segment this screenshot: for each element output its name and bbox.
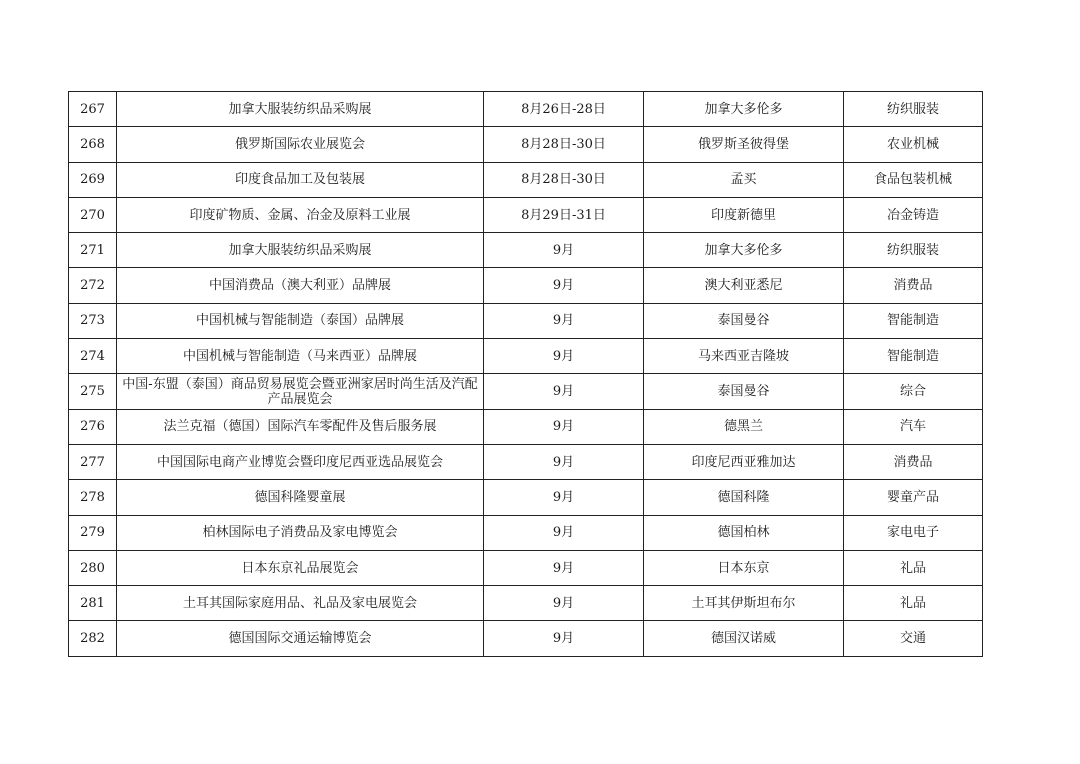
exhibition-date: 8月28日-30日 bbox=[484, 162, 644, 197]
exhibition-city: 马来西亚吉隆坡 bbox=[644, 339, 844, 374]
exhibition-name: 印度矿物质、金属、冶金及原料工业展 bbox=[117, 197, 484, 232]
exhibition-city: 俄罗斯圣彼得堡 bbox=[644, 127, 844, 162]
exhibition-name: 德国科隆婴童展 bbox=[117, 480, 484, 515]
exhibition-city: 德国柏林 bbox=[644, 515, 844, 550]
exhibition-date: 8月26日-28日 bbox=[484, 92, 644, 127]
row-number: 279 bbox=[69, 515, 117, 550]
exhibition-category: 交通 bbox=[844, 621, 983, 656]
exhibition-city: 加拿大多伦多 bbox=[644, 233, 844, 268]
exhibition-name: 中国机械与智能制造（泰国）品牌展 bbox=[117, 303, 484, 338]
exhibition-name: 土耳其国际家庭用品、礼品及家电展览会 bbox=[117, 586, 484, 621]
row-number: 269 bbox=[69, 162, 117, 197]
row-number: 274 bbox=[69, 339, 117, 374]
row-number: 273 bbox=[69, 303, 117, 338]
exhibition-name: 柏林国际电子消费品及家电博览会 bbox=[117, 515, 484, 550]
table-row bbox=[69, 444, 983, 479]
exhibition-city: 德国汉诺威 bbox=[644, 621, 844, 656]
table-row bbox=[69, 303, 983, 338]
table-row bbox=[69, 586, 983, 621]
table-row bbox=[69, 268, 983, 303]
table-row bbox=[69, 233, 983, 268]
row-number: 268 bbox=[69, 127, 117, 162]
exhibition-category: 汽车 bbox=[844, 409, 983, 444]
exhibition-category: 冶金铸造 bbox=[844, 197, 983, 232]
exhibition-date: 9月 bbox=[484, 621, 644, 656]
exhibition-city: 印度尼西亚雅加达 bbox=[644, 444, 844, 479]
exhibition-name: 德国国际交通运输博览会 bbox=[117, 621, 484, 656]
exhibition-name: 印度食品加工及包装展 bbox=[117, 162, 484, 197]
exhibition-category: 纺织服装 bbox=[844, 92, 983, 127]
row-number: 280 bbox=[69, 550, 117, 585]
exhibition-category: 智能制造 bbox=[844, 339, 983, 374]
table-row bbox=[69, 409, 983, 444]
exhibition-date: 9月 bbox=[484, 268, 644, 303]
exhibition-name: 加拿大服装纺织品采购展 bbox=[117, 92, 484, 127]
exhibition-category: 礼品 bbox=[844, 586, 983, 621]
exhibition-category: 智能制造 bbox=[844, 303, 983, 338]
row-number: 277 bbox=[69, 444, 117, 479]
table-body bbox=[69, 92, 983, 657]
exhibition-table bbox=[68, 91, 983, 657]
exhibition-date: 9月 bbox=[484, 303, 644, 338]
table-row bbox=[69, 515, 983, 550]
exhibition-name: 中国-东盟（泰国）商品贸易展览会暨亚洲家居时尚生活及汽配产品展览会 bbox=[117, 374, 484, 409]
exhibition-city: 泰国曼谷 bbox=[644, 303, 844, 338]
exhibition-category: 农业机械 bbox=[844, 127, 983, 162]
table-row bbox=[69, 162, 983, 197]
exhibition-date: 9月 bbox=[484, 233, 644, 268]
exhibition-date: 8月28日-30日 bbox=[484, 127, 644, 162]
exhibition-category: 家电电子 bbox=[844, 515, 983, 550]
row-number: 272 bbox=[69, 268, 117, 303]
exhibition-name: 中国机械与智能制造（马来西亚）品牌展 bbox=[117, 339, 484, 374]
row-number: 271 bbox=[69, 233, 117, 268]
exhibition-name: 法兰克福（德国）国际汽车零配件及售后服务展 bbox=[117, 409, 484, 444]
row-number: 270 bbox=[69, 197, 117, 232]
exhibition-name: 日本东京礼品展览会 bbox=[117, 550, 484, 585]
row-number: 281 bbox=[69, 586, 117, 621]
table-row bbox=[69, 374, 983, 409]
exhibition-date: 9月 bbox=[484, 480, 644, 515]
exhibition-category: 婴童产品 bbox=[844, 480, 983, 515]
exhibition-city: 德黑兰 bbox=[644, 409, 844, 444]
exhibition-city: 土耳其伊斯坦布尔 bbox=[644, 586, 844, 621]
exhibition-city: 泰国曼谷 bbox=[644, 374, 844, 409]
exhibition-category: 综合 bbox=[844, 374, 983, 409]
exhibition-city: 日本东京 bbox=[644, 550, 844, 585]
table-row bbox=[69, 197, 983, 232]
exhibition-date: 9月 bbox=[484, 550, 644, 585]
row-number: 276 bbox=[69, 409, 117, 444]
exhibition-date: 9月 bbox=[484, 339, 644, 374]
exhibition-city: 德国科隆 bbox=[644, 480, 844, 515]
exhibition-name: 中国国际电商产业博览会暨印度尼西亚选品展览会 bbox=[117, 444, 484, 479]
exhibition-name: 加拿大服装纺织品采购展 bbox=[117, 233, 484, 268]
exhibition-date: 9月 bbox=[484, 586, 644, 621]
row-number: 282 bbox=[69, 621, 117, 656]
exhibition-category: 纺织服装 bbox=[844, 233, 983, 268]
table-row bbox=[69, 127, 983, 162]
exhibition-category: 礼品 bbox=[844, 550, 983, 585]
exhibition-category: 消费品 bbox=[844, 444, 983, 479]
exhibition-date: 8月29日-31日 bbox=[484, 197, 644, 232]
table-row bbox=[69, 339, 983, 374]
exhibition-date: 9月 bbox=[484, 515, 644, 550]
row-number: 275 bbox=[69, 374, 117, 409]
exhibition-city: 孟买 bbox=[644, 162, 844, 197]
exhibition-name: 俄罗斯国际农业展览会 bbox=[117, 127, 484, 162]
exhibition-date: 9月 bbox=[484, 444, 644, 479]
row-number: 278 bbox=[69, 480, 117, 515]
row-number: 267 bbox=[69, 92, 117, 127]
exhibition-date: 9月 bbox=[484, 374, 644, 409]
exhibition-category: 食品包装机械 bbox=[844, 162, 983, 197]
table-row bbox=[69, 92, 983, 127]
table-row bbox=[69, 621, 983, 656]
table-row bbox=[69, 550, 983, 585]
exhibition-city: 加拿大多伦多 bbox=[644, 92, 844, 127]
table-row bbox=[69, 480, 983, 515]
exhibition-city: 澳大利亚悉尼 bbox=[644, 268, 844, 303]
exhibition-category: 消费品 bbox=[844, 268, 983, 303]
exhibition-name: 中国消费品（澳大利亚）品牌展 bbox=[117, 268, 484, 303]
exhibition-date: 9月 bbox=[484, 409, 644, 444]
exhibition-city: 印度新德里 bbox=[644, 197, 844, 232]
